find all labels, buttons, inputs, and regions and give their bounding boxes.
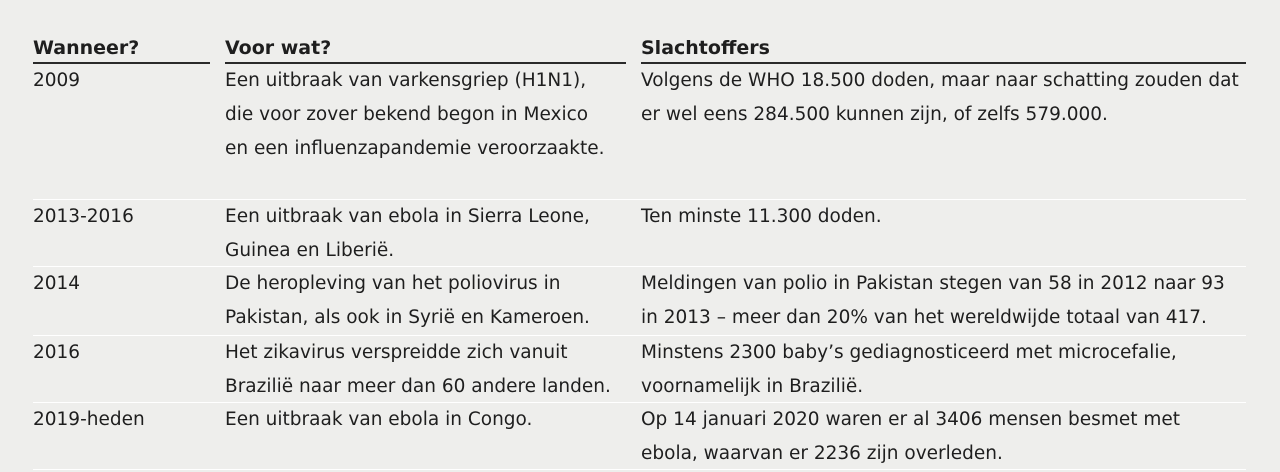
- cell-line: die voor zover bekend begon in Mexico: [225, 104, 589, 125]
- cell-when: 2009: [33, 70, 81, 91]
- cell-line: Meldingen van polio in Pakistan stegen van 58 in 2012 naar 93: [641, 273, 1225, 294]
- cell-line: in 2013 – meer dan 20% van het wereldwijde totaal van 417.: [641, 307, 1207, 328]
- cell-line: Een uitbraak van varkensgriep (H1N1),: [225, 70, 587, 91]
- table-row: [33, 336, 1246, 403]
- cell-what: [225, 403, 641, 471]
- cell-line: Een uitbraak van ebola in Congo.: [225, 409, 533, 430]
- cell-what: [225, 200, 641, 268]
- cell-victims: [641, 200, 1246, 268]
- cell-line: en een influenzapandemie veroorzaakte.: [225, 138, 605, 159]
- cell-line: Guinea en Liberië.: [225, 240, 395, 261]
- cell-victims: [641, 403, 1246, 471]
- cell-line: Brazilië naar meer dan 60 andere landen.: [225, 376, 611, 397]
- table-header: [33, 34, 1246, 64]
- cell-when: 2019-heden: [33, 409, 145, 430]
- cell-line: ebola, waarvan er 2236 zijn overleden.: [641, 443, 1003, 464]
- cell-line: Op 14 januari 2020 waren er al 3406 mensen besmet met: [641, 409, 1181, 430]
- table-row: [33, 64, 1246, 200]
- table-row: [33, 267, 1246, 336]
- table-row: [33, 403, 1246, 470]
- cell-what: [225, 267, 641, 335]
- cell-victims: [641, 64, 1246, 199]
- outbreaks-table: [33, 34, 1246, 470]
- header-when: Wanneer?: [33, 34, 210, 64]
- cell-line: Het zikavirus verspreidde zich vanuit: [225, 342, 568, 363]
- cell-when: 2016: [33, 342, 81, 363]
- cell-victims: [641, 267, 1246, 335]
- header-victims: Slachtoffers: [641, 34, 1246, 64]
- cell-line: Ten minste 11.300 doden.: [641, 206, 882, 227]
- cell-line: Minstens 2300 baby’s gediagnosticeerd met microcefalie,: [641, 342, 1177, 363]
- cell-line: Een uitbraak van ebola in Sierra Leone,: [225, 206, 590, 227]
- cell-what: [225, 64, 641, 199]
- cell-what: [225, 336, 641, 404]
- table-row: [33, 200, 1246, 267]
- cell-victims: [641, 336, 1246, 404]
- cell-line: voornamelijk in Brazilië.: [641, 376, 864, 397]
- cell-line: Pakistan, als ook in Syrië en Kameroen.: [225, 307, 590, 328]
- cell-line: De heropleving van het poliovirus in: [225, 273, 561, 294]
- cell-line: er wel eens 284.500 kunnen zijn, of zelfs 579.000.: [641, 104, 1108, 125]
- header-what: Voor wat?: [225, 34, 626, 64]
- cell-line: Volgens de WHO 18.500 doden, maar naar schatting zouden dat: [641, 70, 1239, 91]
- cell-when: 2013-2016: [33, 206, 134, 227]
- cell-when: 2014: [33, 273, 81, 294]
